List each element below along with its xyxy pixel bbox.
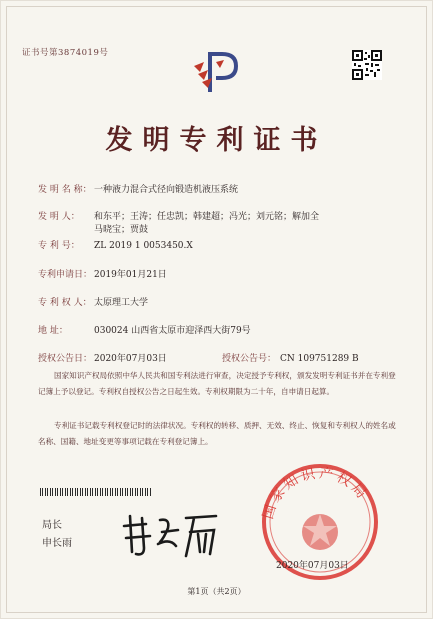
address-value: 030024 山西省太原市迎泽西大街79号 [94,326,251,336]
patent-number-value: ZL 2019 1 0053450.X [94,241,193,251]
paragraph-legal-status: 专利证书记载专利权登记时的法律状况。专利权的转移、质押、无效、终止、恢复和专利权人的姓名或名称、国籍、地址变更等事项记载在专利登记簿上。 [38,421,396,446]
inventors-value-line2: 马晓宝；贾鼓 [94,225,149,235]
signatory-title: 局长 [42,520,62,531]
grant-number-value: CN 109751289 B [280,354,359,364]
svg-text:国家知识产权局 [260,464,371,521]
issue-date: 2020年07月03日 [276,561,349,571]
application-date-value: 2019年01月21日 [94,270,167,280]
qr-code-icon [352,50,382,80]
grant-date-row [38,351,167,364]
handwritten-signature [120,508,220,563]
inventors-row [38,209,319,222]
address-row [38,323,251,336]
grant-date-label: 授权公告日： [38,354,93,364]
paragraph-grant: 国家知识产权局依照中华人民共和国专利法进行审查，决定授予专利权，颁发发明专利证书并在专利登记簿上予以登记。专利权自授权公告之日起生效。专利权期限为二十年，自申请日起算。 [38,371,396,396]
inventors-value: 和东平；王涛；任忠凯；韩建超；冯光；刘元铭；解加全 [94,212,320,222]
application-date-row [38,267,167,280]
inventors-row-2 [94,222,148,235]
patentee-value: 太原理工大学 [94,298,149,308]
invention-name-label: 发 明 名 称： [38,185,92,195]
signatory-name: 申长雨 [42,538,72,549]
address-label: 地 址： [38,326,68,336]
patentee-row [38,295,148,308]
application-date-label: 专利申请日： [38,270,93,280]
page-footer: 第1页（共2页） [187,587,246,596]
barcode [40,488,152,496]
patentee-label: 专 利 权 人： [38,298,92,308]
certificate-number: 证书号第3874019号 [22,48,109,58]
patent-number-row [38,238,193,251]
document-title: 发明专利证书 [105,125,328,156]
seal-text: 国家知识产权局 [260,465,372,522]
invention-name-row [38,182,238,195]
cnipa-logo-icon [188,48,246,98]
grant-number-label: 授权公告号： [222,354,277,364]
inventors-label: 发 明 人： [38,212,80,222]
patent-number-label: 专 利 号： [38,241,80,251]
grant-number-row [222,351,359,364]
invention-name-value: 一种液力混合式径向锻造机液压系统 [94,185,239,195]
grant-date-value: 2020年07月03日 [94,354,167,364]
